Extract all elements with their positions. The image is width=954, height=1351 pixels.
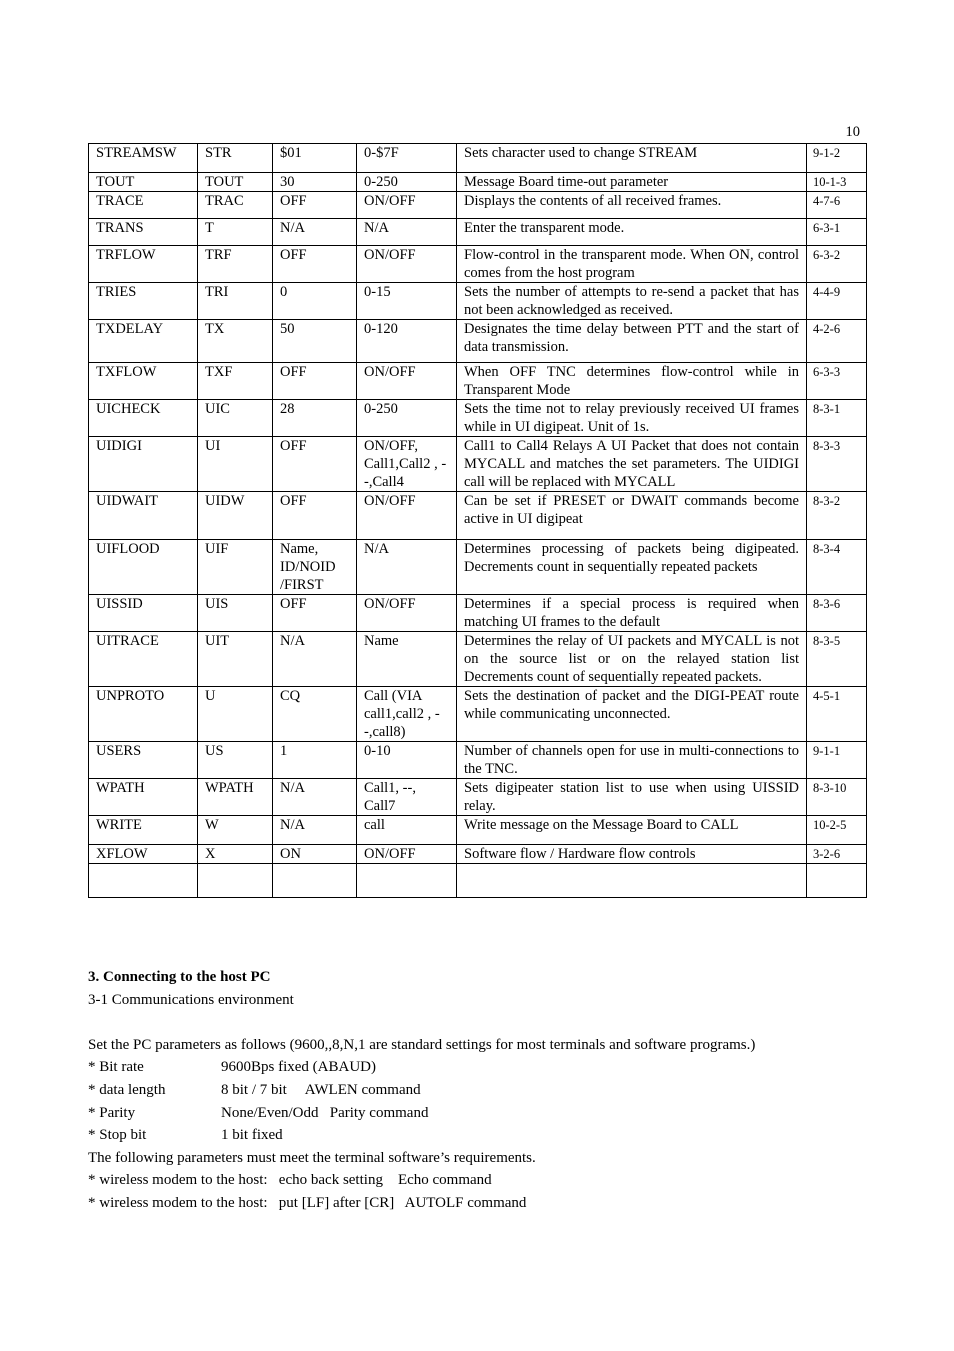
abbreviation-cell: W bbox=[198, 816, 273, 845]
param-label: * Parity bbox=[88, 1104, 136, 1121]
range-cell: 0-10 bbox=[357, 742, 457, 779]
range-cell: N/A bbox=[357, 540, 457, 595]
default-cell: 50 bbox=[273, 320, 357, 363]
table-row bbox=[89, 144, 867, 173]
section-subheading: 3-1 Communications environment bbox=[88, 991, 294, 1008]
page-number: 10 bbox=[845, 124, 860, 140]
range-cell: ON/OFF bbox=[357, 192, 457, 219]
table-row bbox=[89, 192, 867, 219]
description-cell: Sets the number of attempts to re-send a packet that has not been acknowledged as received. bbox=[457, 283, 807, 320]
description-cell: Message Board time-out parameter bbox=[457, 173, 807, 192]
spacer bbox=[88, 1011, 878, 1034]
reference-cell: 4-7-6 bbox=[807, 192, 867, 219]
table-row bbox=[89, 492, 867, 540]
host-setting-autolf: * wireless modem to the host: put [LF] after [CR] AUTOLF command bbox=[88, 1194, 527, 1211]
command-cell: UIFLOOD bbox=[89, 540, 198, 595]
table-row bbox=[89, 320, 867, 363]
abbreviation-cell: UIT bbox=[198, 632, 273, 687]
table-row bbox=[89, 779, 867, 816]
reference-cell: 8-3-3 bbox=[807, 437, 867, 492]
param-row bbox=[88, 1056, 878, 1079]
table-row bbox=[89, 246, 867, 283]
abbreviation-cell bbox=[198, 864, 273, 898]
param-label: * data length bbox=[88, 1081, 166, 1098]
abbreviation-cell: TXF bbox=[198, 363, 273, 400]
abbreviation-cell: TRAC bbox=[198, 192, 273, 219]
command-cell: UITRACE bbox=[89, 632, 198, 687]
description-cell: Sets character used to change STREAM bbox=[457, 144, 807, 173]
description-cell: Designates the time delay between PTT and the start of data transmission. bbox=[457, 320, 807, 363]
table-row bbox=[89, 864, 867, 898]
range-cell bbox=[357, 864, 457, 898]
command-cell: UNPROTO bbox=[89, 687, 198, 742]
table-row bbox=[89, 540, 867, 595]
table-row bbox=[89, 595, 867, 632]
reference-cell: 9-1-1 bbox=[807, 742, 867, 779]
description-cell: Flow-control in the transparent mode. When ON, control comes from the host program bbox=[457, 246, 807, 283]
abbreviation-cell: TX bbox=[198, 320, 273, 363]
description-cell: Can be set if PRESET or DWAIT commands become active in UI digipeat bbox=[457, 492, 807, 540]
range-cell: 0-$7F bbox=[357, 144, 457, 173]
abbreviation-cell: UI bbox=[198, 437, 273, 492]
range-cell: 0-15 bbox=[357, 283, 457, 320]
default-cell: 0 bbox=[273, 283, 357, 320]
abbreviation-cell: TRF bbox=[198, 246, 273, 283]
abbreviation-cell: TRI bbox=[198, 283, 273, 320]
reference-cell: 10-2-5 bbox=[807, 816, 867, 845]
description-cell: Sets the destination of packet and the DIGI-PEAT route while communicating unconnected. bbox=[457, 687, 807, 742]
range-cell: ON/OFF bbox=[357, 492, 457, 540]
description-cell: When OFF TNC determines flow-control while in Transparent Mode bbox=[457, 363, 807, 400]
default-cell: CQ bbox=[273, 687, 357, 742]
abbreviation-cell: TOUT bbox=[198, 173, 273, 192]
default-cell: OFF bbox=[273, 246, 357, 283]
host-setting-echo: * wireless modem to the host: echo back setting Echo command bbox=[88, 1172, 492, 1189]
abbreviation-cell: UIF bbox=[198, 540, 273, 595]
abbreviation-cell: WPATH bbox=[198, 779, 273, 816]
description-cell: Sets the time not to relay previously received UI frames while in UI digipeat. Unit of 1s. bbox=[457, 400, 807, 437]
param-row bbox=[88, 1124, 878, 1147]
description-cell: Determines processing of packets being digipeated. Decrements count in sequentially repeated packets bbox=[457, 540, 807, 595]
param-row bbox=[88, 1102, 878, 1125]
command-cell: WPATH bbox=[89, 779, 198, 816]
range-cell: ON/OFF bbox=[357, 363, 457, 400]
reference-cell: 6-3-2 bbox=[807, 246, 867, 283]
abbreviation-cell: US bbox=[198, 742, 273, 779]
command-cell: UIDIGI bbox=[89, 437, 198, 492]
abbreviation-cell: X bbox=[198, 845, 273, 864]
reference-cell: 10-1-3 bbox=[807, 173, 867, 192]
command-cell: TXFLOW bbox=[89, 363, 198, 400]
range-cell: Name bbox=[357, 632, 457, 687]
range-cell: 0-120 bbox=[357, 320, 457, 363]
section-heading: 3. Connecting to the host PC bbox=[88, 969, 271, 985]
abbreviation-cell: UIS bbox=[198, 595, 273, 632]
param-value: 1 bit fixed bbox=[221, 1127, 283, 1144]
range-cell: ON/OFF bbox=[357, 246, 457, 283]
table-row bbox=[89, 816, 867, 845]
reference-cell: 4-4-9 bbox=[807, 283, 867, 320]
command-cell: TXDELAY bbox=[89, 320, 198, 363]
command-cell: TRANS bbox=[89, 219, 198, 246]
description-cell: Call1 to Call4 Relays A UI Packet that does not contain MYCALL and matches the set parameters. The UIDIGI call will be replaced with MYCALL bbox=[457, 437, 807, 492]
range-cell: Call (VIA call1,call2 , --,call8) bbox=[357, 687, 457, 742]
range-cell: 0-250 bbox=[357, 173, 457, 192]
reference-cell: 8-3-10 bbox=[807, 779, 867, 816]
default-cell: N/A bbox=[273, 632, 357, 687]
command-cell: WRITE bbox=[89, 816, 198, 845]
table-row bbox=[89, 437, 867, 492]
table-row bbox=[89, 742, 867, 779]
param-value: None/Even/Odd Parity command bbox=[221, 1104, 429, 1121]
default-cell: OFF bbox=[273, 595, 357, 632]
range-cell: ON/OFF bbox=[357, 595, 457, 632]
default-cell: Name, ID/NOID /FIRST bbox=[273, 540, 357, 595]
reference-cell: 8-3-6 bbox=[807, 595, 867, 632]
command-cell: TOUT bbox=[89, 173, 198, 192]
command-table-body bbox=[89, 144, 867, 898]
table-row bbox=[89, 632, 867, 687]
default-cell bbox=[273, 864, 357, 898]
abbreviation-cell: T bbox=[198, 219, 273, 246]
default-cell: N/A bbox=[273, 219, 357, 246]
default-cell: $01 bbox=[273, 144, 357, 173]
default-cell: 1 bbox=[273, 742, 357, 779]
command-table bbox=[88, 143, 867, 898]
reference-cell: 8-3-1 bbox=[807, 400, 867, 437]
command-cell: UISSID bbox=[89, 595, 198, 632]
default-cell: 28 bbox=[273, 400, 357, 437]
abbreviation-cell: UIC bbox=[198, 400, 273, 437]
default-cell: OFF bbox=[273, 363, 357, 400]
command-cell: XFLOW bbox=[89, 845, 198, 864]
param-label: * Bit rate bbox=[88, 1059, 144, 1076]
command-cell: USERS bbox=[89, 742, 198, 779]
reference-cell: 8-3-5 bbox=[807, 632, 867, 687]
param-list bbox=[88, 1056, 878, 1146]
section-note: The following parameters must meet the terminal software’s requirements. bbox=[88, 1149, 536, 1166]
reference-cell: 4-5-1 bbox=[807, 687, 867, 742]
reference-cell: 6-3-1 bbox=[807, 219, 867, 246]
table-row bbox=[89, 219, 867, 246]
command-cell bbox=[89, 864, 198, 898]
range-cell: 0-250 bbox=[357, 400, 457, 437]
range-cell: Call1, --, Call7 bbox=[357, 779, 457, 816]
default-cell: N/A bbox=[273, 816, 357, 845]
param-value: 8 bit / 7 bit AWLEN command bbox=[221, 1081, 421, 1098]
table-row bbox=[89, 363, 867, 400]
command-cell: TRFLOW bbox=[89, 246, 198, 283]
command-cell: TRIES bbox=[89, 283, 198, 320]
host-pc-section bbox=[88, 966, 878, 1215]
param-row bbox=[88, 1079, 878, 1102]
default-cell: OFF bbox=[273, 192, 357, 219]
table-row bbox=[89, 173, 867, 192]
table-row bbox=[89, 687, 867, 742]
param-label: * Stop bit bbox=[88, 1127, 147, 1144]
table-row bbox=[89, 283, 867, 320]
range-cell: ON/OFF, Call1,Call2 , --,Call4 bbox=[357, 437, 457, 492]
reference-cell: 8-3-4 bbox=[807, 540, 867, 595]
table-row bbox=[89, 845, 867, 864]
description-cell: Displays the contents of all received frames. bbox=[457, 192, 807, 219]
abbreviation-cell: STR bbox=[198, 144, 273, 173]
range-cell: N/A bbox=[357, 219, 457, 246]
abbreviation-cell: UIDW bbox=[198, 492, 273, 540]
default-cell: OFF bbox=[273, 437, 357, 492]
description-cell: Sets digipeater station list to use when using UISSID relay. bbox=[457, 779, 807, 816]
default-cell: OFF bbox=[273, 492, 357, 540]
default-cell: 30 bbox=[273, 173, 357, 192]
description-cell: Enter the transparent mode. bbox=[457, 219, 807, 246]
param-value: 9600Bps fixed (ABAUD) bbox=[221, 1059, 376, 1076]
default-cell: N/A bbox=[273, 779, 357, 816]
table-row bbox=[89, 400, 867, 437]
command-cell: TRACE bbox=[89, 192, 198, 219]
section-intro: Set the PC parameters as follows (9600,,8,N,1 are standard settings for most terminals and software programs.) bbox=[88, 1036, 756, 1053]
command-cell: STREAMSW bbox=[89, 144, 198, 173]
description-cell: Software flow / Hardware flow controls bbox=[457, 845, 807, 864]
description-cell: Write message on the Message Board to CALL bbox=[457, 816, 807, 845]
reference-cell: 8-3-2 bbox=[807, 492, 867, 540]
range-cell: call bbox=[357, 816, 457, 845]
default-cell: ON bbox=[273, 845, 357, 864]
command-cell: UICHECK bbox=[89, 400, 198, 437]
abbreviation-cell: U bbox=[198, 687, 273, 742]
reference-cell: 6-3-3 bbox=[807, 363, 867, 400]
reference-cell: 3-2-6 bbox=[807, 845, 867, 864]
reference-cell: 4-2-6 bbox=[807, 320, 867, 363]
reference-cell bbox=[807, 864, 867, 898]
range-cell: ON/OFF bbox=[357, 845, 457, 864]
description-cell: Determines if a special process is required when matching UI frames to the default bbox=[457, 595, 807, 632]
reference-cell: 9-1-2 bbox=[807, 144, 867, 173]
description-cell: Determines the relay of UI packets and MYCALL is not on the source list or on the relayed station list Decrements count of sequentially repeated packets. bbox=[457, 632, 807, 687]
command-cell: UIDWAIT bbox=[89, 492, 198, 540]
description-cell: Number of channels open for use in multi-connections to the TNC. bbox=[457, 742, 807, 779]
description-cell bbox=[457, 864, 807, 898]
